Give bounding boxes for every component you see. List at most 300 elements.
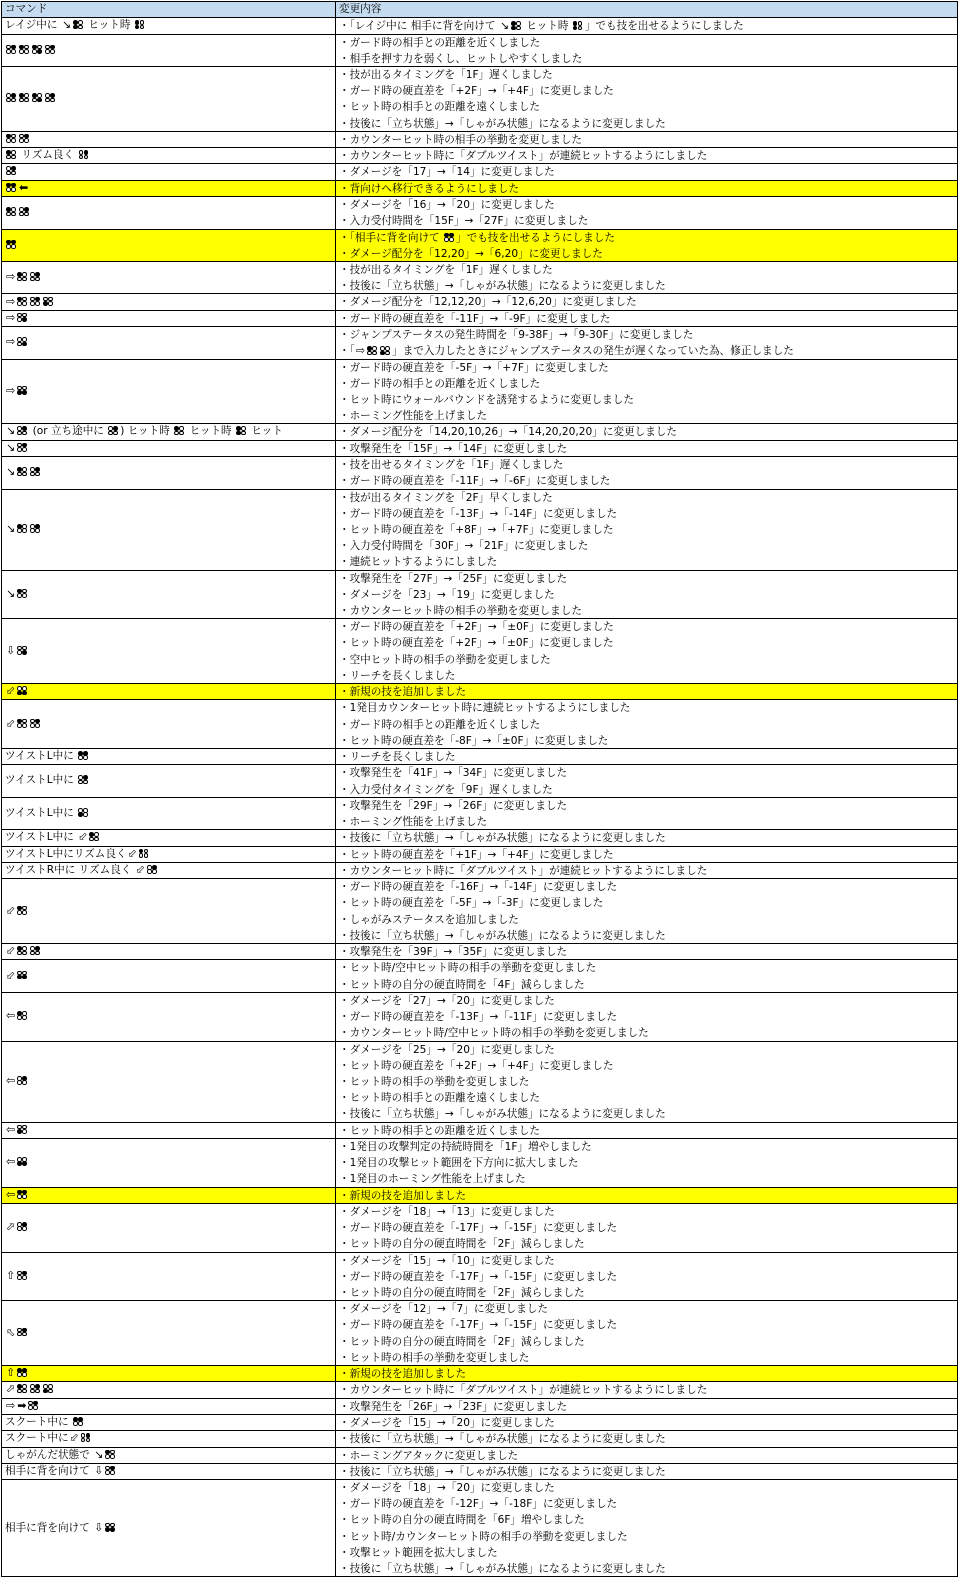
change-line: ・技後に「立ち状態」→「しゃがみ状態」になるように変更しました	[339, 832, 666, 845]
change-line: ・ガード時の硬直差を「-17F」→「-15F」に変更しました	[339, 1222, 618, 1235]
command-cell	[2, 944, 336, 960]
button-notation-icon	[17, 1076, 28, 1085]
change-line: ・ホーミング性能を上げました	[339, 410, 488, 423]
change-cell	[336, 1366, 958, 1382]
change-line: ・ガード時の硬直差を「-11F」→「-9F」に変更しました	[339, 312, 611, 325]
button-notation-icon	[380, 346, 391, 355]
direction-arrow-icon: ⇦	[6, 1009, 16, 1023]
command-cell	[2, 1041, 336, 1122]
change-line: ・カウンターヒット時に「ダブルツイスト」が連続ヒットするようにしました	[339, 150, 708, 163]
change-line: ・攻撃発生を「26F」→「23F」に変更しました	[339, 1400, 568, 1413]
change-line: ・ヒット時にウォールバウンドを誘発するように変更しました	[339, 393, 634, 406]
change-line: ・1発目の攻撃ヒット範囲を下方向に拡大しました	[339, 1157, 579, 1170]
button-notation-icon	[32, 45, 43, 54]
button-notation-icon	[17, 1384, 28, 1393]
change-line: ・ホーミングアタックに変更しました	[339, 1449, 519, 1462]
button-notation-icon	[45, 93, 56, 102]
table-row	[2, 1122, 958, 1138]
table-row	[2, 1301, 958, 1366]
change-line: ・ダメージを「15」→「20」に変更しました	[339, 1416, 555, 1429]
change-line: ・攻撃発生を「39F」→「35F」に変更しました	[339, 946, 568, 959]
button-notation-icon	[19, 93, 30, 102]
direction-arrow-icon: ↘	[6, 521, 16, 535]
change-line: ・技後に「立ち状態」→「しゃがみ状態」になるように変更しました	[339, 280, 666, 293]
table-row	[2, 1382, 958, 1398]
direction-arrow-icon: ⇩	[94, 1463, 104, 1477]
change-line: ・技が出るタイミングを「1F」遅くしました	[339, 68, 553, 81]
change-line: ・ダメージを「16」→「20」に変更しました	[339, 199, 555, 212]
table-row	[2, 489, 958, 570]
button-notation-icon	[30, 524, 41, 533]
direction-arrow-icon: ⬃	[135, 862, 145, 876]
change-line: ・ダメージを「17」→「14」に変更しました	[339, 166, 555, 179]
button-notation-icon	[17, 1011, 28, 1020]
table-row	[2, 1252, 958, 1301]
command-cell	[2, 440, 336, 456]
table-row	[2, 148, 958, 164]
change-line: ・ヒット時の相手との距離を近くしました	[339, 1124, 540, 1137]
button-notation-icon	[78, 808, 89, 817]
change-line: ・入力受付時間を「30F」→「21F」に変更しました	[339, 540, 589, 553]
button-notation-icon	[17, 646, 28, 655]
command-cell	[2, 164, 336, 180]
change-cell	[336, 148, 958, 164]
command-cell: ツイストL中に	[2, 749, 336, 765]
change-line: ・攻撃発生を「15F」→「14F」に変更しました	[339, 442, 568, 455]
direction-arrow-icon: ⬅	[19, 180, 29, 194]
table-row	[2, 1187, 958, 1203]
button-notation-icon	[105, 1523, 116, 1532]
change-line: ・ヒット時/カウンターヒット時の相手の挙動を変更しました	[339, 1530, 628, 1543]
direction-arrow-icon: ⬃	[6, 716, 16, 730]
change-cell	[336, 944, 958, 960]
change-line: ・カウンターヒット時に「ダブルツイスト」が連続ヒットするようにしました	[339, 1384, 708, 1397]
change-line: ・技後に「立ち状態」→「しゃがみ状態」になるように変更しました	[339, 1108, 666, 1121]
button-notation-icon	[19, 207, 30, 216]
change-cell	[336, 164, 958, 180]
change-cell	[336, 992, 958, 1041]
change-line: ・ガード時の硬直差を「-17F」→「-15F」に変更しました	[339, 1270, 618, 1283]
table-row	[2, 262, 958, 294]
change-line: ・攻撃発生を「29F」→「26F」に変更しました	[339, 799, 568, 812]
button-notation-icon	[78, 775, 89, 784]
button-notation-icon	[19, 134, 30, 143]
button-notation-icon	[139, 849, 150, 858]
table-row	[2, 164, 958, 180]
change-line: ・技後に「立ち状態」→「しゃがみ状態」になるように変更しました	[339, 929, 666, 942]
change-line: ・ヒット時の自分の硬直時間を「2F」減らしました	[339, 1335, 585, 1348]
change-line: ・ダメージ配分を「12,12,20」→「12,6,20」に変更しました	[339, 296, 637, 309]
change-cell	[336, 619, 958, 684]
button-notation-icon	[17, 313, 28, 322]
change-line: ・リーチを長くしました	[339, 669, 456, 682]
button-notation-icon	[89, 832, 100, 841]
header-command: コマンド	[2, 2, 336, 18]
direction-arrow-icon: ⇦	[6, 1187, 16, 1201]
table-row	[2, 327, 958, 359]
change-line: ・新規の技を追加しました	[339, 1189, 467, 1202]
command-cell: スクート中に⬃	[2, 1431, 336, 1447]
command-cell	[2, 1187, 336, 1203]
change-line: ・カウンターヒット時の相手の挙動を変更しました	[339, 133, 582, 146]
table-row	[2, 197, 958, 229]
table-row	[2, 424, 958, 440]
change-line: ・技後に「立ち状態」→「しゃがみ状態」になるように変更しました	[339, 1465, 666, 1478]
button-notation-icon	[17, 906, 28, 915]
button-notation-icon	[17, 337, 28, 346]
command-cell	[2, 262, 336, 294]
change-cell	[336, 424, 958, 440]
button-notation-icon	[17, 719, 28, 728]
table-row	[2, 879, 958, 944]
command-cell	[2, 1203, 336, 1252]
change-line: ・ヒット時の自分の硬直時間を「6F」増やしました	[339, 1514, 585, 1527]
command-cell	[2, 1301, 336, 1366]
change-line: ・ヒット時の硬直差を「+2F」→「+4F」に変更しました	[339, 1059, 614, 1072]
table-row	[2, 992, 958, 1041]
change-line: ・ダメージ配分を「12,20」→「6,20」に変更しました	[339, 247, 603, 260]
change-cell	[336, 1187, 958, 1203]
table-row	[2, 1463, 958, 1479]
button-notation-icon	[147, 865, 158, 874]
command-cell	[2, 131, 336, 147]
button-notation-icon	[108, 426, 119, 435]
direction-arrow-icon: ⇦	[6, 1122, 16, 1136]
command-cell	[2, 684, 336, 700]
table-row	[2, 700, 958, 749]
direction-arrow-icon: ↘	[6, 465, 16, 479]
button-notation-icon	[236, 426, 247, 435]
direction-arrow-icon: ⬃	[69, 1431, 79, 1445]
command-cell	[2, 1382, 336, 1398]
button-notation-icon	[73, 20, 84, 29]
change-line: ・ガード時の相手との距離を近くしました	[339, 377, 541, 390]
command-cell	[2, 327, 336, 359]
change-cell	[336, 1252, 958, 1301]
change-line: ・攻撃発生を「27F」→「25F」に変更しました	[339, 572, 568, 585]
change-line: ・カウンターヒット時の相手の挙動を変更しました	[339, 604, 582, 617]
direction-arrow-icon: ⬃	[6, 968, 16, 982]
change-line: ・「相手に背を向けて 」でも技を出せるようにしました	[339, 231, 615, 244]
change-cell	[336, 131, 958, 147]
change-line: ・ジャンプステータスの発生時間を「9-38F」→「9-30F」に変更しました	[339, 329, 694, 342]
table-row	[2, 1041, 958, 1122]
change-line: ・ダメージを「25」→「20」に変更しました	[339, 1043, 555, 1056]
button-notation-icon	[17, 426, 28, 435]
change-line: ・技後に「立ち状態」→「しゃがみ状態」になるように変更しました	[339, 1563, 666, 1576]
change-line: ・攻撃発生を「41F」→「34F」に変更しました	[339, 767, 568, 780]
table-row	[2, 457, 958, 489]
button-notation-icon	[28, 1401, 39, 1410]
table-row	[2, 619, 958, 684]
change-line: ・相手を押す力を弱くし、ヒットしやすくしました	[339, 52, 583, 65]
button-notation-icon	[511, 21, 522, 30]
table-row	[2, 66, 958, 131]
direction-arrow-icon: ↘	[6, 440, 16, 454]
table-row	[2, 1366, 958, 1382]
button-notation-icon	[79, 150, 90, 159]
change-line: ・ガード時の硬直差を「+2F」→「+4F」に変更しました	[339, 85, 614, 98]
change-line: ・ガード時の相手との距離を近くしました	[339, 718, 541, 731]
change-line: ・ヒット時/空中ヒット時の相手の挙動を変更しました	[339, 962, 597, 975]
command-cell	[2, 294, 336, 310]
button-notation-icon	[17, 1125, 28, 1134]
change-cell	[336, 846, 958, 862]
button-notation-icon	[17, 1222, 28, 1231]
change-cell	[336, 797, 958, 829]
change-cell	[336, 359, 958, 424]
button-notation-icon	[135, 20, 146, 29]
command-cell	[2, 700, 336, 749]
change-cell	[336, 489, 958, 570]
command-cell: スクート中に	[2, 1414, 336, 1430]
table-row	[2, 765, 958, 797]
change-cell	[336, 262, 958, 294]
direction-arrow-icon: ⇨	[6, 335, 16, 349]
change-cell	[336, 684, 958, 700]
button-notation-icon	[17, 443, 28, 452]
change-line: ・ダメージを「23」→「19」に変更しました	[339, 588, 555, 601]
button-notation-icon	[6, 166, 17, 175]
change-line: ・新規の技を追加しました	[339, 686, 467, 699]
change-line: ・ヒット時の相手との距離を遠くしました	[339, 101, 540, 114]
table-row	[2, 1480, 958, 1577]
command-cell	[2, 879, 336, 944]
table-row	[2, 131, 958, 147]
change-line: ・ガード時の硬直差を「-11F」→「-6F」に変更しました	[339, 475, 611, 488]
direction-arrow-icon: ⇨	[6, 270, 16, 284]
button-notation-icon	[81, 1433, 92, 1442]
button-notation-icon	[32, 93, 43, 102]
change-cell	[336, 960, 958, 992]
button-notation-icon	[6, 134, 17, 143]
change-line: ・新規の技を追加しました	[339, 1368, 467, 1381]
change-cell	[336, 700, 958, 749]
command-cell	[2, 992, 336, 1041]
change-cell	[336, 66, 958, 131]
change-cell	[336, 294, 958, 310]
button-notation-icon	[105, 1450, 116, 1459]
change-line: ・ホーミング性能を上げました	[339, 816, 488, 829]
change-cell	[336, 229, 958, 261]
command-cell	[2, 66, 336, 131]
change-line: ・ヒット時の硬直差を「-5F」→「-3F」に変更しました	[339, 897, 604, 910]
change-line: ・ダメージを「18」→「13」に変更しました	[339, 1205, 555, 1218]
change-line: ・ガード時の相手との距離を近くしました	[339, 36, 541, 49]
command-cell: ツイストL中に	[2, 765, 336, 797]
direction-arrow-icon: ⬃	[78, 830, 88, 844]
button-notation-icon	[30, 272, 41, 281]
button-notation-icon	[6, 150, 17, 159]
table-row	[2, 1447, 958, 1463]
button-notation-icon	[17, 467, 28, 476]
change-line: ・ヒット時の自分の硬直時間を「4F」減らしました	[339, 978, 585, 991]
command-cell: リズム良く	[2, 148, 336, 164]
change-cell	[336, 765, 958, 797]
button-notation-icon	[573, 21, 584, 30]
table-row	[2, 846, 958, 862]
change-line: ・技後に「立ち状態」→「しゃがみ状態」になるように変更しました	[339, 117, 666, 130]
direction-arrow-icon: ↘	[94, 1447, 104, 1461]
direction-arrow-icon: ⬀	[6, 1220, 16, 1234]
command-cell	[2, 1122, 336, 1138]
table-row	[2, 180, 958, 196]
button-notation-icon	[30, 297, 41, 306]
button-notation-icon	[17, 386, 28, 395]
button-notation-icon	[30, 946, 41, 955]
direction-arrow-icon: ⇩	[94, 1520, 104, 1534]
command-cell	[2, 1138, 336, 1187]
change-cell	[336, 180, 958, 196]
direction-arrow-icon: ⇦	[6, 1155, 16, 1169]
change-line: ・ダメージを「18」→「20」に変更しました	[339, 1482, 555, 1495]
change-line: ・ダメージを「27」→「20」に変更しました	[339, 994, 555, 1007]
command-cell	[2, 457, 336, 489]
button-notation-icon	[17, 1328, 28, 1337]
command-cell	[2, 960, 336, 992]
table-header-row	[2, 2, 958, 18]
change-line: ・技後に「立ち状態」→「しゃがみ状態」になるように変更しました	[339, 1433, 666, 1446]
change-line: ・ヒット時の相手の挙動を変更しました	[339, 1075, 530, 1088]
patch-notes-table	[1, 1, 958, 1577]
direction-arrow-icon: ⬃	[6, 903, 16, 917]
button-notation-icon	[73, 1417, 84, 1426]
change-line: ・攻撃ヒット範囲を拡大しました	[339, 1546, 498, 1559]
change-cell	[336, 1301, 958, 1366]
command-cell	[2, 229, 336, 261]
direction-arrow-icon: ⬃	[6, 684, 16, 698]
direction-arrow-icon: ↘	[6, 586, 16, 600]
button-notation-icon	[17, 589, 28, 598]
command-cell	[2, 1398, 336, 1414]
table-row	[2, 18, 958, 34]
change-line: ・ヒット時の相手の挙動を変更しました	[339, 1351, 530, 1364]
command-cell	[2, 359, 336, 424]
button-notation-icon	[17, 272, 28, 281]
table-row	[2, 944, 958, 960]
button-notation-icon	[174, 426, 185, 435]
change-cell	[336, 457, 958, 489]
change-line: ・ヒット時の硬直差を「+1F」→「+4F」に変更しました	[339, 848, 614, 861]
change-cell	[336, 830, 958, 846]
change-cell	[336, 1463, 958, 1479]
direction-arrow-icon: ⬁	[6, 1325, 16, 1339]
header-change: 変更内容	[336, 2, 958, 18]
change-line: ・ガード時の硬直差を「+2F」→「±0F」に変更しました	[339, 621, 614, 634]
table-row	[2, 229, 958, 261]
button-notation-icon	[30, 719, 41, 728]
change-line: ・ガード時の硬直差を「-12F」→「-18F」に変更しました	[339, 1498, 618, 1511]
command-cell: 相手に背を向けて ⇩	[2, 1480, 336, 1577]
command-cell: レイジ中に ↘ ヒット時	[2, 18, 336, 34]
direction-arrow-icon: ⬃	[6, 944, 16, 958]
table-row	[2, 1398, 958, 1414]
direction-arrow-icon: ⇨	[6, 294, 16, 308]
change-cell	[336, 1382, 958, 1398]
command-cell	[2, 34, 336, 66]
command-cell: ツイストL中に	[2, 797, 336, 829]
table-row	[2, 960, 958, 992]
button-notation-icon	[30, 1384, 41, 1393]
command-cell	[2, 1366, 336, 1382]
button-notation-icon	[6, 207, 17, 216]
table-row	[2, 310, 958, 326]
change-cell	[336, 862, 958, 878]
direction-arrow-icon: ⬃	[127, 846, 137, 860]
command-cell: 相手に背を向けて ⇩	[2, 1463, 336, 1479]
change-line: ・空中ヒット時の相手の挙動を変更しました	[339, 653, 551, 666]
table-row	[2, 440, 958, 456]
command-cell	[2, 197, 336, 229]
change-line: ・連続ヒットするようにしました	[339, 556, 498, 569]
direction-arrow-icon: ⇧	[6, 1366, 16, 1380]
button-notation-icon	[367, 346, 378, 355]
change-line: ・ヒット時の相手との距離を遠くしました	[339, 1092, 540, 1105]
change-line: ・ダメージ配分を「14,20,10,26」→「14,20,20,20」に変更しました	[339, 426, 677, 439]
command-cell: しゃがんだ状態で ↘	[2, 1447, 336, 1463]
button-notation-icon	[444, 233, 455, 242]
change-cell	[336, 18, 958, 34]
change-line: ・ヒット時の自分の硬直時間を「2F」減らしました	[339, 1238, 585, 1251]
direction-arrow-icon: ⇦	[6, 1073, 16, 1087]
change-cell	[336, 749, 958, 765]
table-row	[2, 1414, 958, 1430]
change-line: ・ガード時の硬直差を「-17F」→「-15F」に変更しました	[339, 1319, 618, 1332]
table-row	[2, 1431, 958, 1447]
button-notation-icon	[43, 297, 54, 306]
direction-arrow-icon: ⇨	[6, 310, 16, 324]
change-line: ・技を出せるタイミングを「1F」遅くしました	[339, 459, 564, 472]
change-cell	[336, 1138, 958, 1187]
button-notation-icon	[17, 1157, 28, 1166]
change-line: ・ガード時の硬直差を「-13F」→「-14F」に変更しました	[339, 507, 618, 520]
change-cell	[336, 570, 958, 619]
direction-arrow-icon: ⇨	[6, 383, 16, 397]
table-row	[2, 862, 958, 878]
button-notation-icon	[19, 45, 30, 54]
change-cell	[336, 310, 958, 326]
table-row	[2, 570, 958, 619]
table-row	[2, 749, 958, 765]
change-cell	[336, 197, 958, 229]
change-line: ・ダメージを「12」→「7」に変更しました	[339, 1303, 548, 1316]
table-row	[2, 34, 958, 66]
change-cell	[336, 879, 958, 944]
button-notation-icon	[17, 1190, 28, 1199]
change-line: ・ヒット時の硬直差を「-8F」→「±0F」に変更しました	[339, 734, 609, 747]
direction-arrow-icon: ↘	[61, 18, 72, 32]
change-line: ・ガード時の硬直差を「-13F」→「-11F」に変更しました	[339, 1011, 618, 1024]
button-notation-icon	[17, 524, 28, 533]
change-line: ・入力受付時間を「15F」→「27F」に変更しました	[339, 215, 589, 228]
button-notation-icon	[17, 946, 28, 955]
table-row	[2, 359, 958, 424]
change-line: ・技が出るタイミングを「1F」遅くしました	[339, 264, 553, 276]
command-cell	[2, 310, 336, 326]
change-cell	[336, 1203, 958, 1252]
change-line: ・ヒット時の硬直差を「+2F」→「±0F」に変更しました	[339, 637, 614, 650]
change-line: ・「⇨ 」まで入力したときにジャンプステータスの発生が遅くなっていた為、修正しました	[339, 344, 794, 358]
change-line: ・ダメージを「15」→「10」に変更しました	[339, 1254, 555, 1267]
change-cell	[336, 1480, 958, 1577]
direction-arrow-icon: ⬀	[6, 1382, 16, 1396]
change-line: ・カウンターヒット時/空中ヒット時の相手の挙動を変更しました	[339, 1027, 649, 1040]
change-cell	[336, 1122, 958, 1138]
change-cell	[336, 34, 958, 66]
direction-arrow-icon: ⇧	[6, 1268, 16, 1282]
change-line: ・1発目カウンターヒット時に連続ヒットするようにしました	[339, 702, 631, 715]
command-cell	[2, 180, 336, 196]
